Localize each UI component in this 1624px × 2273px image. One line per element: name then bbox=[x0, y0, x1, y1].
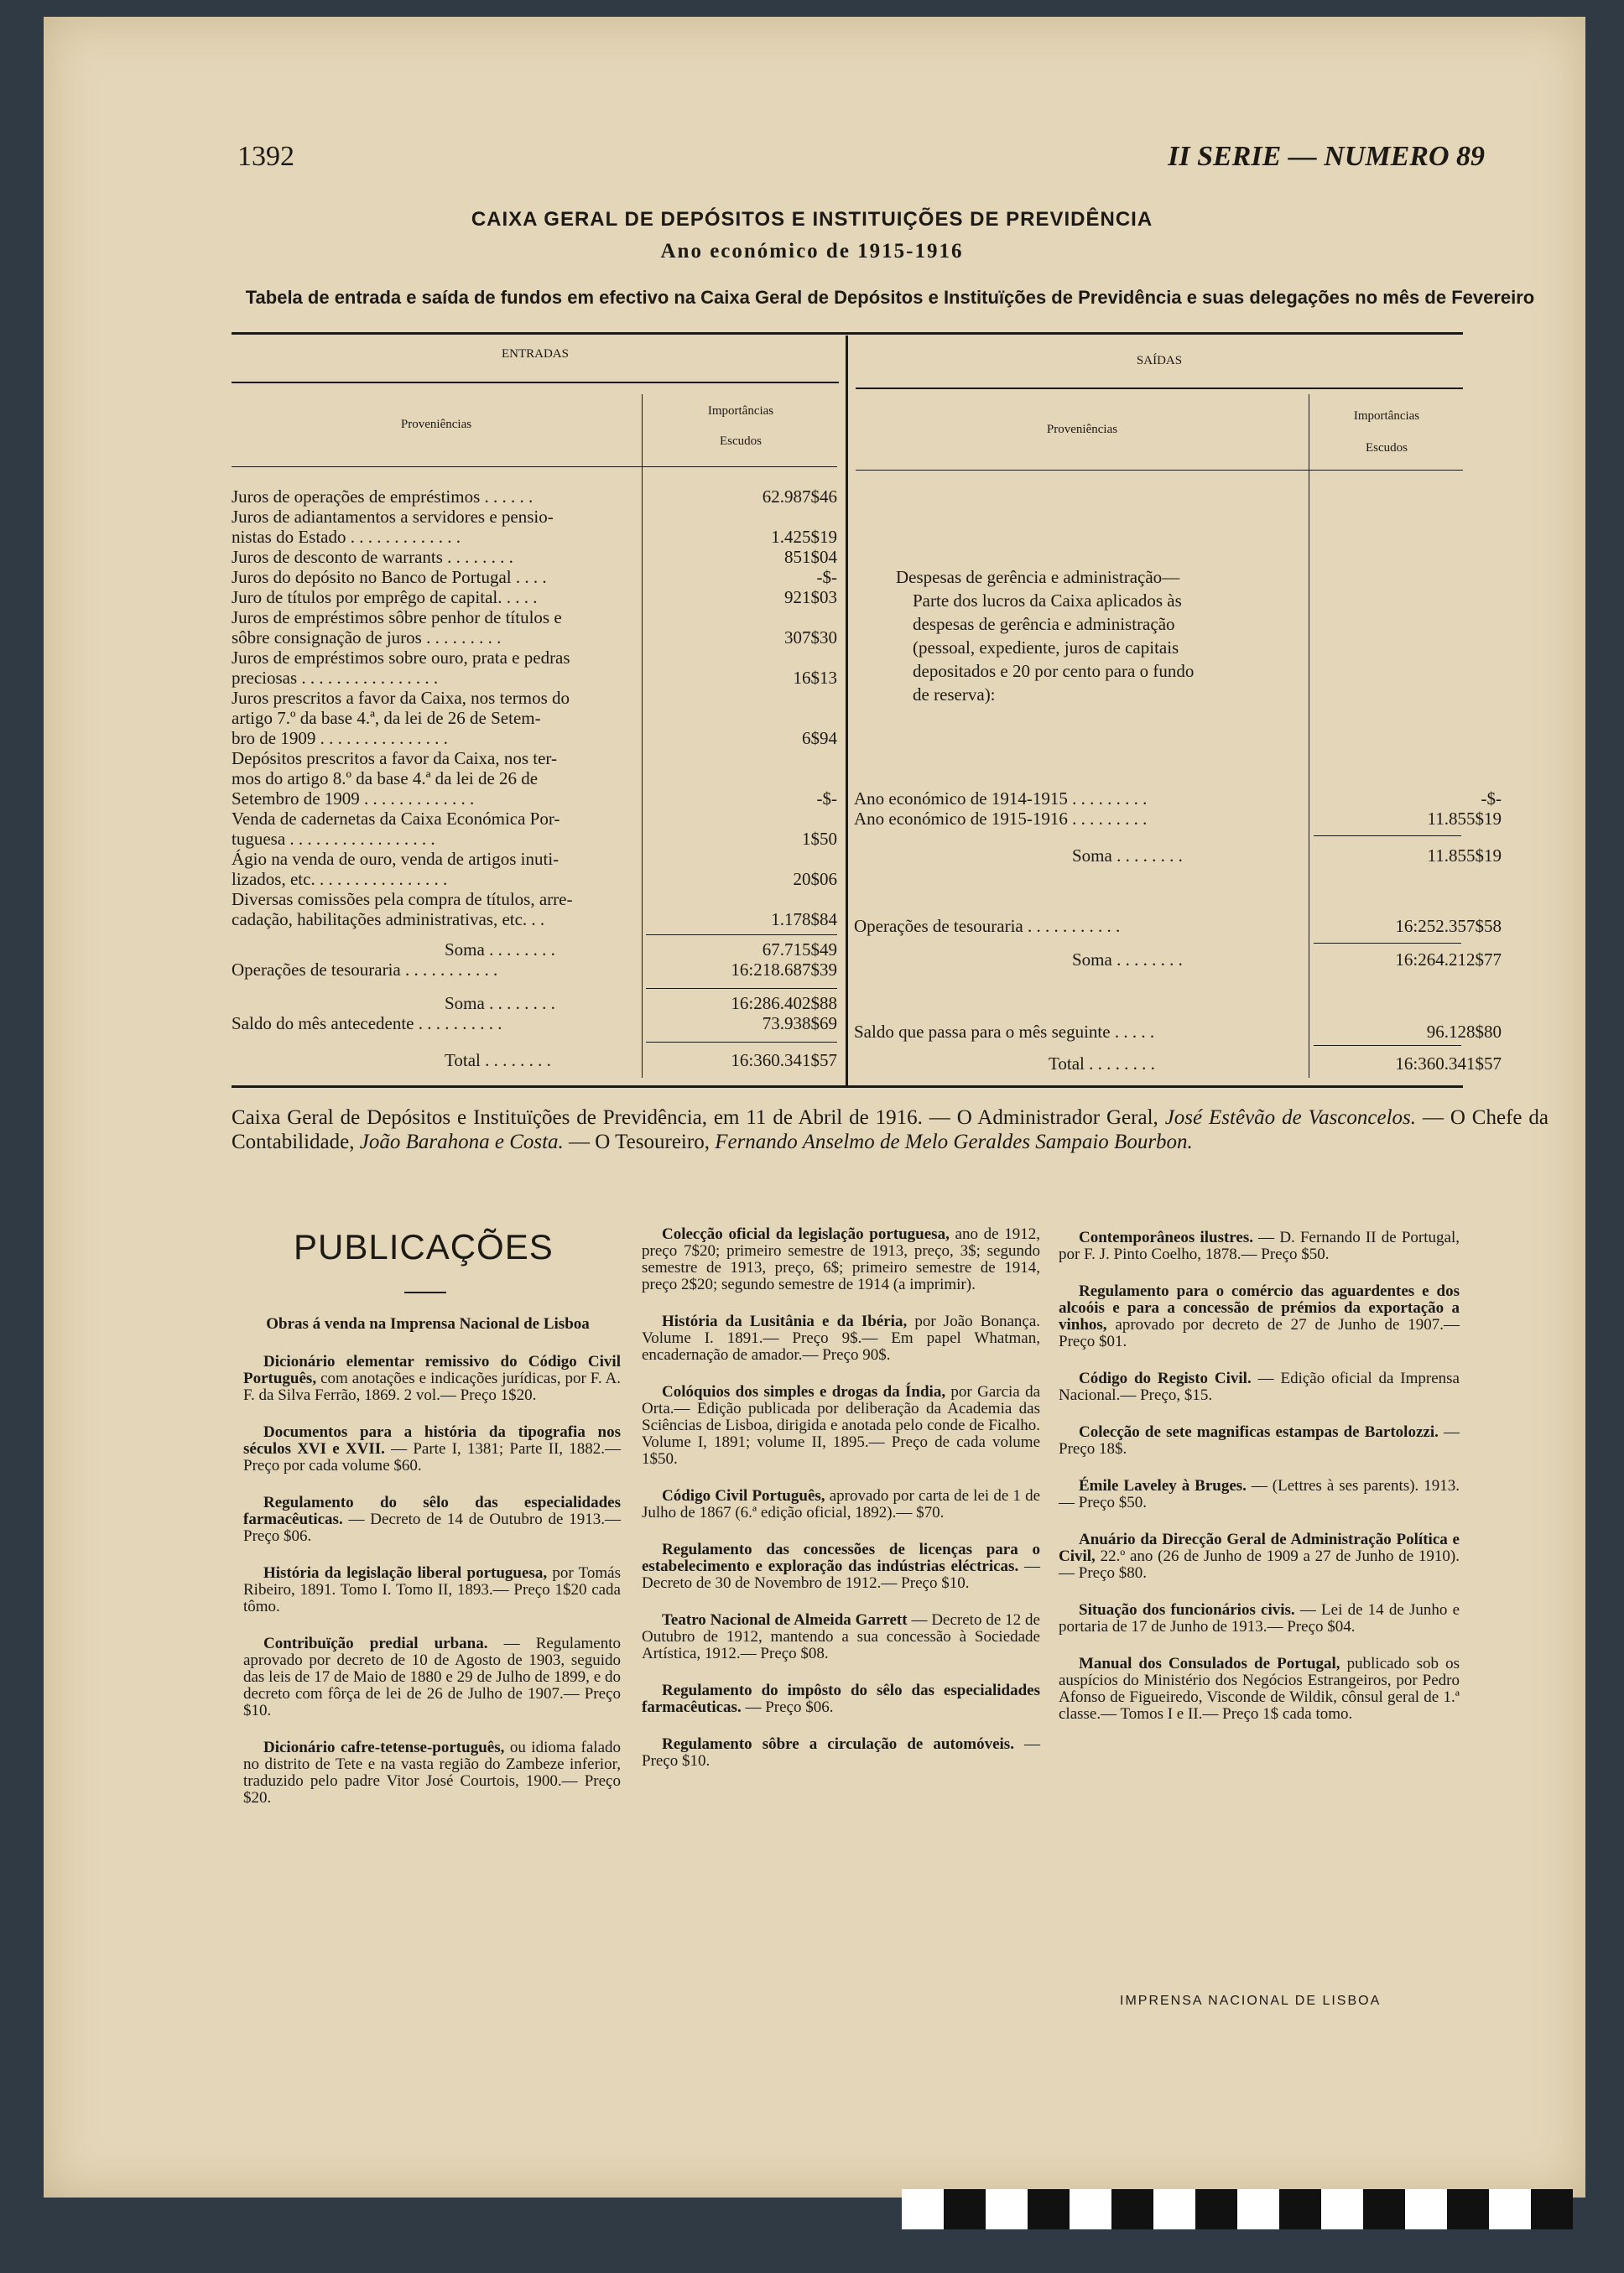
despesas-line: Despesas de gerência e administração— bbox=[896, 567, 1180, 587]
despesas-line: depositados e 20 por cento para o fundo bbox=[913, 661, 1195, 681]
entrada-row-text: Juros de empréstimos sobre ouro, prata e pedras bbox=[232, 648, 570, 668]
entradas-operacoes-value: 16:218.687$39 bbox=[731, 960, 837, 980]
entrada-row-text: preciosas . . . . . . . . . . . . . . . . bbox=[232, 668, 439, 688]
entrada-row-text: nistas do Estado . . . . . . . . . . . . . bbox=[232, 527, 461, 547]
entradas-total-label: Total . . . . . . . . bbox=[445, 1050, 551, 1070]
entrada-row-value: -$- bbox=[816, 567, 837, 587]
publication-entry: Anuário da Direcção Geral de Administração Política e Civil, 22.º ano (26 de Junho de 1909 a 27 de Junho de 1910).— Preço $80. bbox=[1059, 1531, 1460, 1582]
signature-intro: Caixa Geral de Depósitos e Instituïções de Previdência, em 11 de Abril de 1916. — O Administrador Geral, bbox=[232, 1106, 1158, 1129]
entrada-row-text: Juros do depósito no Banco de Portugal . . . . bbox=[232, 567, 547, 587]
entradas-total-value: 16:360.341$57 bbox=[731, 1050, 837, 1070]
saldo-label: Saldo do mês antecedente . . . . . . . . . . bbox=[232, 1013, 502, 1033]
publicacoes-column-2 bbox=[642, 1226, 1040, 1790]
saldo-seguinte-label: Saldo que passa para o mês seguinte . . . . . bbox=[854, 1022, 1155, 1042]
saidas-operacoes-label: Operações de tesouraria . . . . . . . . . . . bbox=[854, 916, 1121, 936]
table-center-rule bbox=[846, 335, 848, 1085]
table-title: Tabela de entrada e saída de fundos em efectivo na Caixa Geral de Depósitos e Instituïções de Previdência e suas delegações no mês de Fevereiro bbox=[245, 287, 1535, 308]
entradas-importancias-head: Importâncias bbox=[707, 404, 774, 418]
entrada-row-text: mos do artigo 8.º da base 4.ª da lei de 26 de bbox=[232, 768, 539, 788]
publication-entry: Contribuïção predial urbana. — Regulamento aprovado por decreto de 10 de Agosto de 1903, seguido das leis de 17 de Maio de 1880 e 29 de Julho de 1899, e do decreto com fôrça de lei de 26 de Julho de 1907.— Preço $10. bbox=[243, 1635, 621, 1719]
publication-entry: Código do Registo Civil. — Edição oficial da Imprensa Nacional.— Preço, $15. bbox=[1059, 1370, 1460, 1404]
despesas-line: (pessoal, expediente, juros de capitais bbox=[913, 637, 1179, 658]
saidas-total-label: Total . . . . . . . . bbox=[1049, 1053, 1155, 1074]
entrada-row-value: 851$04 bbox=[784, 547, 837, 567]
entrada-row-text: Juros de operações de empréstimos . . . . . . bbox=[232, 486, 534, 507]
publication-entry: Émile Laveley à Bruges. — (Lettres à ses parents). 1913.— Preço $50. bbox=[1059, 1477, 1460, 1511]
entrada-row-text: tuguesa . . . . . . . . . . . . . . . . . bbox=[232, 829, 435, 849]
publication-entry: Código Civil Português, aprovado por carta de lei de 1 de Julho de 1867 (6.ª edição oficial, 1892).— $70. bbox=[642, 1487, 1041, 1521]
scale-square bbox=[1321, 2189, 1363, 2229]
scan-scale-bar bbox=[902, 2189, 1573, 2229]
saida-row-value: 11.855$19 bbox=[1427, 809, 1502, 829]
entradas-proveniencias-head: Proveniências bbox=[400, 418, 472, 431]
publicacoes-title: PUBLICAÇÕES bbox=[294, 1227, 554, 1267]
soma2-rule bbox=[646, 988, 837, 989]
publicacoes-column-1 bbox=[243, 1354, 621, 1827]
entradas-value-rule bbox=[642, 394, 643, 1078]
signature-block bbox=[232, 1105, 1549, 1154]
entrada-row-text: bro de 1909 . . . . . . . . . . . . . . . bbox=[232, 728, 448, 748]
publication-entry: Manual dos Consulados de Portugal, publicado sob os auspícios do Ministério dos Negócios Estrangeiros, por Pedro Afonso de Figueiredo, Visconde de Wildik, cônsul geral de 1.ª classe.— Tomos I e II.— Preço 1$ cada tomo. bbox=[1059, 1655, 1460, 1723]
entradas-label: ENTRADAS bbox=[501, 347, 569, 361]
entrada-row-text: Venda de cadernetas da Caixa Económica Por- bbox=[232, 809, 560, 829]
entrada-row-text: lizados, etc. . . . . . . . . . . . . . . . bbox=[232, 869, 448, 889]
publication-entry: Dicionário cafre-tetense-português, ou idioma falado no distrito de Tete e na vasta região do Zambeze inferior, traduzido pelo padre Vitor José Courtois, 1900.— Preço $20. bbox=[243, 1739, 621, 1807]
scale-square bbox=[1153, 2189, 1195, 2229]
saidas-head-rule bbox=[856, 388, 1463, 389]
saidas-operacoes-value: 16:252.357$58 bbox=[1395, 916, 1502, 936]
table-top-rule bbox=[232, 332, 1463, 335]
entrada-row-text: Juros de adiantamentos a servidores e pensio- bbox=[232, 507, 554, 527]
entrada-row-value: -$- bbox=[816, 788, 837, 809]
soma-rule bbox=[646, 934, 837, 935]
entrada-row-value: 1$50 bbox=[802, 829, 837, 849]
entradas-operacoes-label: Operações de tesouraria . . . . . . . . . . . bbox=[232, 960, 498, 980]
entrada-row-value: 1.425$19 bbox=[771, 527, 837, 547]
entradas-header-bottom bbox=[232, 466, 837, 467]
saldo-seguinte-value: 96.128$80 bbox=[1426, 1022, 1502, 1042]
entrada-row-value: 62.987$46 bbox=[762, 486, 837, 507]
saidas-escudos-head: Escudos bbox=[1366, 441, 1408, 455]
serie-number: II SERIE — NUMERO 89 bbox=[1168, 141, 1485, 172]
saldo-value: 73.938$69 bbox=[762, 1013, 837, 1033]
publication-entry: Contemporâneos ilustres. — D. Fernando II de Portugal, por F. J. Pinto Coelho, 1878.— Preço $50. bbox=[1059, 1229, 1460, 1263]
signature-chefe: — O Chefe da Contabilidade, bbox=[232, 1106, 1549, 1153]
total-rule bbox=[646, 1042, 837, 1043]
scale-square bbox=[1070, 2189, 1111, 2229]
saida-row-text: Ano económico de 1914-1915 . . . . . . . . . bbox=[854, 788, 1148, 809]
publicacoes-rule bbox=[404, 1292, 446, 1293]
publication-entry: Colóquios dos simples e drogas da Índia, por Garcia da Orta.— Edição publicada por deliberação da Academia das Sciências de Lisboa, dirigida e anotada pelo conde de Ficalho. Volume I, 1891; volume II, 1895.— Preço de cada volume 1$50. bbox=[642, 1383, 1040, 1468]
despesas-line: despesas de gerência e administração bbox=[913, 614, 1175, 634]
publication-entry: Situação dos funcionários civis. — Lei de 14 de Junho e portaria de 17 de Junho de 1913.— Preço $04. bbox=[1059, 1601, 1460, 1636]
fiscal-year-title: Ano económico de 1915-1916 bbox=[660, 240, 964, 263]
entradas-soma2-value: 16:286.402$88 bbox=[731, 993, 837, 1013]
entrada-row-text: Setembro de 1909 . . . . . . . . . . . . . bbox=[232, 788, 475, 809]
saidas-soma2-rule bbox=[1314, 943, 1461, 944]
publication-entry: Regulamento sôbre a circulação de automóveis. — Preço $10. bbox=[642, 1735, 1040, 1770]
imprensa-footer: IMPRENSA NACIONAL DE LISBOA bbox=[1120, 1994, 1382, 2008]
signature-tesoureiro: — O Tesoureiro, bbox=[563, 1131, 716, 1153]
entrada-row-text: cadação, habilitações administrativas, etc. . . bbox=[232, 909, 545, 929]
entradas-head-rule bbox=[232, 382, 839, 383]
entradas-soma-label: Soma . . . . . . . . bbox=[445, 939, 555, 960]
publication-entry: Colecção oficial da legislação portuguesa, ano de 1912, preço 7$20; primeiro semestre de 1913, preço, 3$; segundo semestre de 1913, preço, 6$; primeiro semestre de 1914, preço 2$20; segundo semestre de 1914 (a imprimir). bbox=[642, 1225, 1040, 1293]
entrada-row-value: 307$30 bbox=[784, 627, 837, 648]
entrada-row-value: 921$03 bbox=[784, 587, 837, 607]
entrada-row-text: Diversas comissões pela compra de títulos, arre- bbox=[232, 889, 573, 909]
entrada-row-text: artigo 7.º da base 4.ª, da lei de 26 de Setem- bbox=[232, 708, 541, 728]
publication-entry: Documentos para a história da tipografia nos séculos XVI e XVII. — Parte I, 1381; Parte II, 1882.— Preço por cada volume $60. bbox=[243, 1423, 622, 1475]
entrada-row-value: 20$06 bbox=[793, 869, 837, 889]
saidas-soma2-value: 16:264.212$77 bbox=[1395, 949, 1502, 970]
despesas-line: de reserva): bbox=[913, 684, 996, 705]
despesas-line: Parte dos lucros da Caixa aplicados às bbox=[913, 590, 1182, 611]
saidas-total-rule bbox=[1314, 1045, 1461, 1046]
publication-entry: História da Lusitânia e da Ibéria, por João Bonança. Volume I. 1891.— Preço 9$.— Em papel Whatman, encadernação de amador.— Preço 90$. bbox=[642, 1313, 1040, 1364]
entrada-row-text: Depósitos prescritos a favor da Caixa, nos ter- bbox=[232, 748, 557, 768]
publication-entry: Regulamento para o comércio das aguardentes e dos alcoóis e para a concessão de prémios da exportação a vinhos, aprovado por decreto de 27 de Junho de 1907.— Preço $01. bbox=[1059, 1282, 1460, 1350]
saidas-label: SAÍDAS bbox=[1136, 354, 1183, 367]
saidas-soma-value: 11.855$19 bbox=[1427, 845, 1502, 866]
entrada-row-value: 16$13 bbox=[793, 668, 837, 688]
entrada-row-text: Juro de títulos por emprêgo de capital. . . . . bbox=[232, 587, 538, 607]
publication-entry: Regulamento do sêlo das especialidades farmacêuticas. — Decreto de 14 de Outubro de 1913.— Preço $06. bbox=[243, 1494, 621, 1545]
saidas-header-bottom bbox=[856, 470, 1463, 471]
entrada-row-value: 1.178$84 bbox=[771, 909, 837, 929]
publication-entry: Teatro Nacional de Almeida Garrett — Decreto de 12 de Outubro de 1912, mantendo a sua concessão à Sociedade Artística, 1912.— Preço $08. bbox=[642, 1611, 1040, 1662]
institution-title: CAIXA GERAL DE DEPÓSITOS E INSTITUIÇÕES DE PREVIDÊNCIA bbox=[471, 208, 1153, 231]
publicacoes-subtitle: Obras á venda na Imprensa Nacional de Lisboa bbox=[266, 1315, 590, 1333]
entradas-escudos-head: Escudos bbox=[720, 434, 762, 448]
saidas-soma-rule bbox=[1314, 835, 1461, 836]
scale-square bbox=[1405, 2189, 1447, 2229]
publication-entry: História da legislação liberal portuguesa, por Tomás Ribeiro, 1891. Tomo I. Tomo II, 1893.— Preço 1$20 cada tômo. bbox=[243, 1564, 621, 1615]
scale-square bbox=[1237, 2189, 1279, 2229]
page-number: 1392 bbox=[237, 141, 294, 172]
saidas-soma-label: Soma . . . . . . . . bbox=[1072, 845, 1183, 866]
chefe-name: João Barahona e Costa. bbox=[359, 1131, 564, 1153]
saidas-proveniencias-head: Proveniências bbox=[1046, 423, 1118, 436]
publication-entry: Regulamento do impôsto do sêlo das especialidades farmacêuticas. — Preço $06. bbox=[642, 1682, 1040, 1716]
publication-entry: Regulamento das concessões de licenças para o estabelecimento e exploração das indústrias eléctricas. — Decreto de 30 de Novembro de 1912.— Preço $10. bbox=[642, 1541, 1041, 1592]
saidas-total-value: 16:360.341$57 bbox=[1395, 1053, 1502, 1074]
entradas-soma2-label: Soma . . . . . . . . bbox=[445, 993, 555, 1013]
entrada-row-text: sôbre consignação de juros . . . . . . . . . bbox=[232, 627, 502, 648]
scale-square bbox=[986, 2189, 1028, 2229]
administrator-name: José Estêvão de Vasconcelos. bbox=[1164, 1106, 1417, 1129]
tesoureiro-name: Fernando Anselmo de Melo Geraldes Sampaio Bourbon. bbox=[715, 1131, 1193, 1153]
saidas-importancias-head: Importâncias bbox=[1353, 409, 1420, 423]
publicacoes-column-3 bbox=[1059, 1230, 1460, 1743]
saidas-soma2-label: Soma . . . . . . . . bbox=[1072, 949, 1183, 970]
entrada-row-text: Juros prescritos a favor da Caixa, nos termos do bbox=[232, 688, 570, 708]
entrada-row-value: 6$94 bbox=[802, 728, 837, 748]
entrada-row-text: Ágio na venda de ouro, venda de artigos inuti- bbox=[232, 849, 560, 869]
saida-row-value: -$- bbox=[1481, 788, 1502, 809]
publication-entry: Colecção de sete magnificas estampas de Bartolozzi. — Preço 18$. bbox=[1059, 1423, 1460, 1458]
entradas-soma-value: 67.715$49 bbox=[762, 939, 837, 960]
table-bottom-rule bbox=[232, 1085, 1463, 1088]
entrada-row-text: Juros de desconto de warrants . . . . . . . . bbox=[232, 547, 513, 567]
scale-square bbox=[902, 2189, 944, 2229]
scale-square bbox=[1489, 2189, 1531, 2229]
saida-row-text: Ano económico de 1915-1916 . . . . . . . . . bbox=[854, 809, 1148, 829]
entrada-row-text: Juros de empréstimos sôbre penhor de títulos e bbox=[232, 607, 562, 627]
publication-entry: Dicionário elementar remissivo do Código Civil Português, com anotações e indicações jurídicas, por F. A. F. da Silva Ferrão, 1869. 2 vol.— Preço 1$20. bbox=[243, 1353, 621, 1404]
